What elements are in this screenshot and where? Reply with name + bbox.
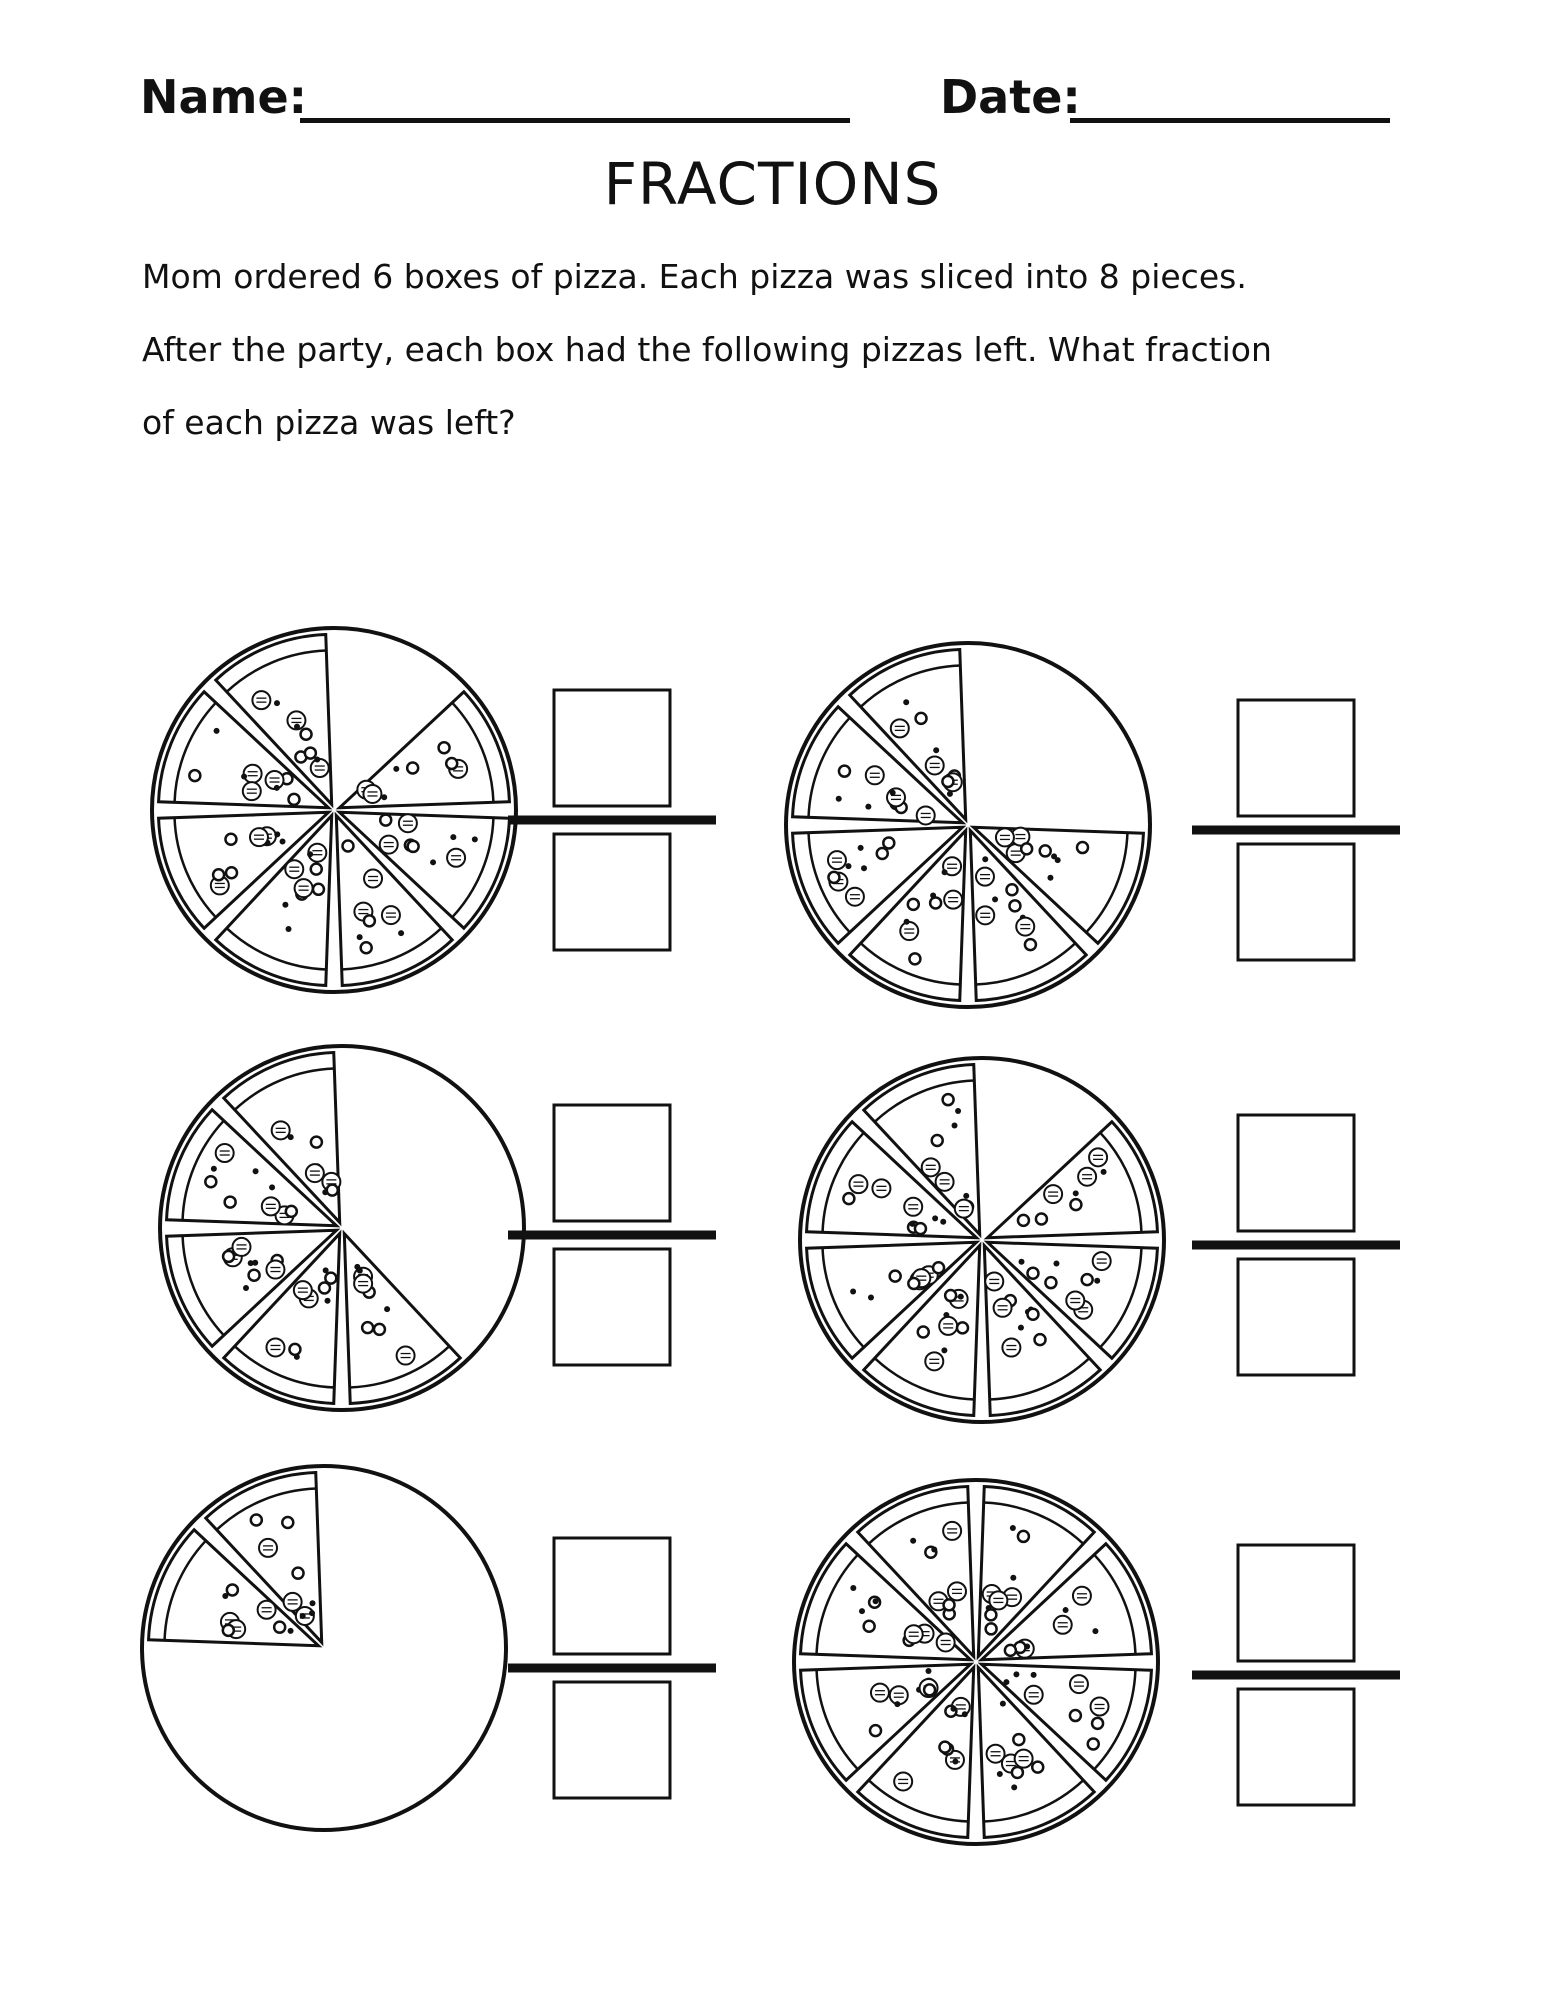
instruction-line-1: Mom ordered 6 boxes of pizza. Each pizza was sliced into 8 pieces. (142, 257, 1247, 296)
fraction-answer[interactable] (1192, 700, 1400, 960)
pizza-problem (160, 1046, 716, 1410)
pizza-plate (160, 1046, 524, 1410)
denominator-box[interactable] (554, 1249, 670, 1365)
pizza-plate (794, 1480, 1158, 1844)
numerator-box[interactable] (554, 690, 670, 806)
pizza-problem (152, 628, 716, 992)
denominator-box[interactable] (1238, 844, 1354, 960)
pizza-problem (794, 1480, 1400, 1844)
fraction-answer[interactable] (508, 690, 716, 950)
denominator-box[interactable] (1238, 1259, 1354, 1375)
fraction-answer[interactable] (1192, 1545, 1400, 1805)
denominator-box[interactable] (554, 834, 670, 950)
name-label: Name: (140, 70, 308, 124)
pizza-problem (786, 643, 1400, 1007)
fraction-answer[interactable] (1192, 1115, 1400, 1375)
denominator-box[interactable] (1238, 1689, 1354, 1805)
pizza-problem (142, 1466, 716, 1830)
pizza-plate (800, 1058, 1164, 1422)
instruction-line-3: of each pizza was left? (142, 403, 516, 442)
pizza-plate (152, 628, 516, 992)
numerator-box[interactable] (554, 1538, 670, 1654)
fraction-answer[interactable] (508, 1105, 716, 1365)
worksheet-title: FRACTIONS (603, 150, 942, 218)
numerator-box[interactable] (554, 1105, 670, 1221)
date-label: Date: (940, 70, 1081, 124)
numerator-box[interactable] (1238, 1115, 1354, 1231)
denominator-box[interactable] (554, 1682, 670, 1798)
fraction-answer[interactable] (508, 1538, 716, 1798)
pizza-plate (786, 643, 1150, 1007)
numerator-box[interactable] (1238, 1545, 1354, 1661)
pizza-plate (142, 1466, 506, 1830)
pizza-problem (800, 1058, 1400, 1422)
instruction-line-2: After the party, each box had the following pizzas left. What fraction (142, 330, 1272, 369)
numerator-box[interactable] (1238, 700, 1354, 816)
